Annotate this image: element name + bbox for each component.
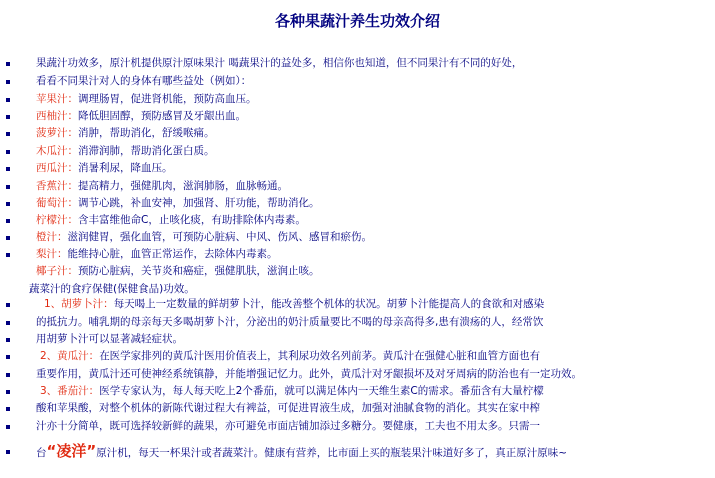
item-text: 的抵抗力。哺乳期的母亲每天多喝胡萝卜汁，分泌出的奶汁质量要比不喝的母亲高得多,患有溃疡的人，经常饮 [36, 316, 544, 328]
bullet-icon [6, 407, 10, 411]
bullet-icon [6, 80, 10, 84]
item-text: 能维持心脏，血管正常运作，去除体内毒素。 [67, 248, 278, 260]
item-label: 2、黄瓜汁： [40, 350, 100, 362]
text-line [36, 316, 543, 329]
bullet-icon [6, 338, 10, 342]
text-line [36, 162, 173, 175]
item-text: 在医学家排列的黄瓜汁医用价值表上，其利尿功效名列前茅。黄瓜汁在强健心脏和血管方面也有 [99, 350, 541, 362]
brand-name: “凌洋” [46, 442, 97, 460]
item-text: 果蔬汁功效多，原汁机提供原汁原味果汁 喝蔬果汁的益处多，相信你也知道，但不同果汁有不同的好处， [36, 57, 523, 69]
item-label: 橙汁： [36, 231, 68, 243]
text-line [36, 248, 278, 261]
item-text: 消暑利尿，降血压。 [78, 162, 173, 174]
item-label: 西柚汁： [36, 110, 78, 122]
bullet-icon [6, 219, 10, 223]
bullet-icon [6, 303, 10, 307]
item-label: 西瓜汁： [36, 162, 78, 174]
text-line [36, 333, 183, 346]
closing-prefix: 台 [36, 447, 47, 459]
bullet-icon [6, 202, 10, 206]
text-line [36, 368, 582, 381]
bullet-icon [6, 425, 10, 429]
bullet-icon [6, 98, 10, 102]
item-label: 木瓜汁： [36, 145, 78, 157]
bullet-icon [6, 150, 10, 154]
item-label: 香蕉汁： [36, 180, 78, 192]
item-label: 柠檬汁： [36, 214, 78, 226]
bullet-icon [6, 167, 10, 171]
bullet-icon [6, 185, 10, 189]
item-text: 提高精力，强健肌肉，滋润肺肠，血脉畅通。 [78, 180, 288, 192]
bullet-icon [6, 62, 10, 66]
bullet-icon [6, 253, 10, 257]
item-text: 看看不同果汁对人的身体有哪些益处（例如）： [36, 75, 252, 87]
item-text: 蔬菜汁的食疗保健(保健食品)功效。 [29, 283, 195, 295]
page-title: 各种果蔬汁养生功效介绍 [274, 12, 440, 30]
item-text: 汁亦十分简单，既可选择较新鲜的蔬果，亦可避免市面店铺加添过多糖分。要健康，工夫也不用太多。只需一 [36, 420, 540, 432]
item-label: 3、番茄汁： [40, 385, 100, 397]
item-text: 消滞润肺，帮助消化蛋白质。 [78, 145, 215, 157]
item-label: 梨汁： [36, 248, 68, 260]
item-text: 每天喝上一定数量的鲜胡萝卜汁，能改善整个机体的状况。胡萝卜汁能提高人的食欲和对感染 [113, 298, 545, 310]
text-line [44, 298, 544, 311]
bullet-icon [6, 115, 10, 119]
item-label: 1、胡萝卜汁： [44, 298, 114, 310]
text-line [36, 265, 320, 278]
item-text: 重要作用，黄瓜汁还可使神经系统镇静，并能增强记忆力。此外，黄瓜汁对牙龈损坏及对牙周病的防治也有一定功效。 [36, 368, 582, 380]
closing-line [36, 442, 567, 462]
item-label: 苹果汁： [36, 93, 78, 105]
item-label: 葡萄汁： [36, 197, 78, 209]
item-text: 预防心脏病，关节炎和癌症，强健肌肤，滋润止咳。 [78, 265, 320, 277]
item-text: 降低胆固醇，预防感冒及牙龈出血。 [78, 110, 246, 122]
text-line [36, 214, 306, 227]
text-line [36, 420, 540, 433]
text-line [36, 127, 215, 140]
text-line [36, 231, 372, 244]
bullet-icon [6, 355, 10, 359]
bullet-icon [6, 450, 10, 454]
bullet-icon [6, 390, 10, 394]
text-line [36, 57, 522, 70]
text-line [36, 180, 288, 193]
bullet-icon [6, 373, 10, 377]
item-label: 椰子汁： [36, 265, 78, 277]
text-line [36, 145, 215, 158]
closing-text: 原汁机，每天一杯果汁或者蔬菜汁。健康有营养，比市面上买的瓶装果汁味道好多了，真正原汁原味~ [96, 447, 568, 459]
text-line [36, 402, 540, 415]
item-text: 消肿，帮助消化，舒缓喉痛。 [78, 127, 215, 139]
text-line [36, 75, 251, 88]
item-text: 滋润健胃，强化血管，可预防心脏病、中风、伤风、感冒和瘀伤。 [67, 231, 372, 243]
text-line [36, 93, 257, 106]
item-label: 菠萝汁： [36, 127, 78, 139]
text-line [29, 283, 195, 296]
item-text: 医学专家认为，每人每天吃上2个番茄，就可以满足体内一天维生素C的需求。番茄含有大量柠檬 [99, 385, 544, 397]
item-text: 含丰富维他命C，止咳化痰，有助排除体内毒素。 [78, 214, 306, 226]
item-text: 酸和苹果酸，对整个机体的新陈代谢过程大有裨益，可促进胃液生成，加强对油腻食物的消化。其实在家中榨 [36, 402, 540, 414]
text-line [40, 350, 540, 363]
text-line [36, 110, 246, 123]
bullet-icon [6, 236, 10, 240]
text-line [36, 197, 320, 210]
item-text: 调节心跳，补血安神，加强肾、肝功能，帮助消化。 [78, 197, 320, 209]
item-text: 用胡萝卜汁可以显著减轻症状。 [36, 333, 183, 345]
item-text: 调理肠胃，促进肾机能，预防高血压。 [78, 93, 257, 105]
bullet-icon [6, 132, 10, 136]
text-line [40, 385, 544, 398]
bullet-icon [6, 321, 10, 325]
